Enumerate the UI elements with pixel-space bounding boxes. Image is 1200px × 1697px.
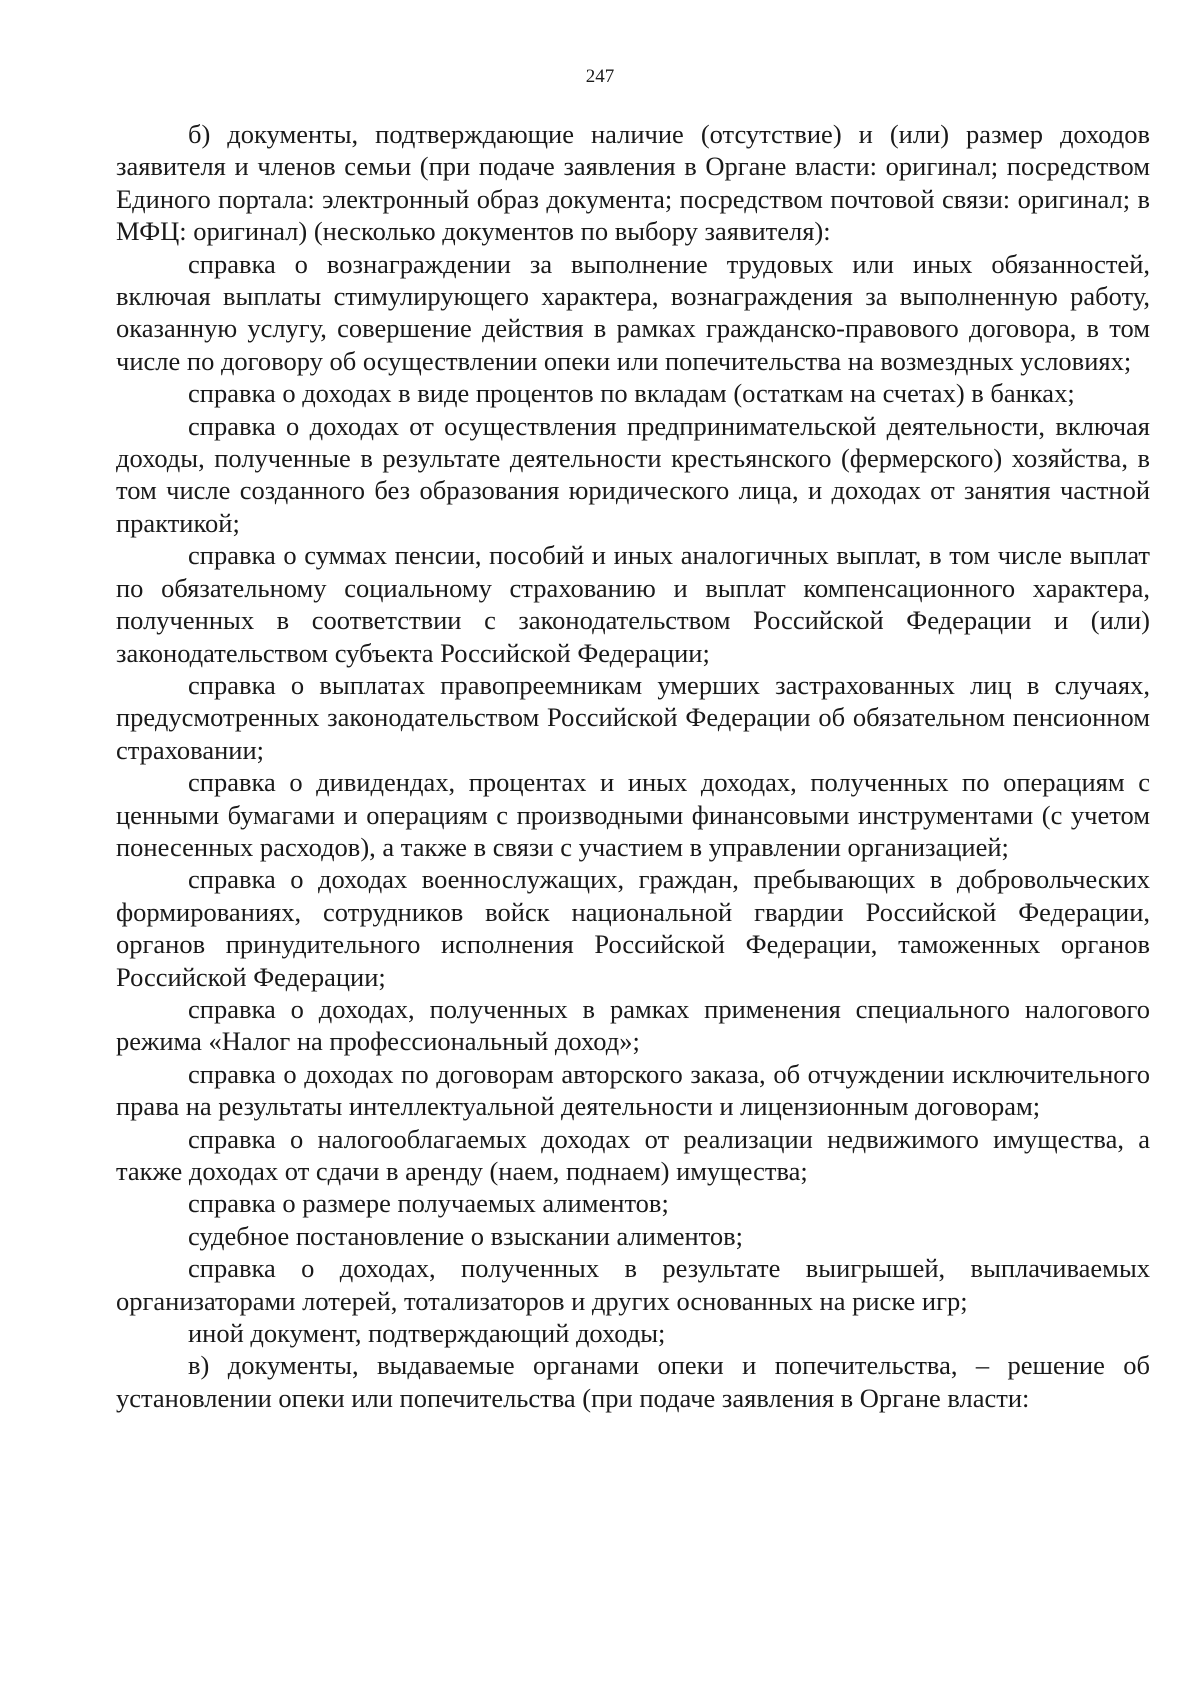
paragraph-self-employed-tax-certificate: справка о доходах, полученных в рамках применения специального налогового режима «Налог на профессиональный доход»; <box>116 993 1150 1057</box>
paragraph-lottery-winnings-certificate: справка о доходах, полученных в результате выигрышей, выплачиваемых организаторами лотерей, тотализаторов и других основанных на риске игр; <box>116 1253 1150 1316</box>
paragraph-successor-payments-certificate: справка о выплатах правопреемникам умерших застрахованных лиц в случаях, предусмотренных законодательством Российской Федерации об обязательном пенсионном страховании; <box>116 669 1150 765</box>
paragraph-alimony-court-order: судебное постановление о взыскании алиментов; <box>188 1220 744 1251</box>
paragraph-copyright-income-certificate: справка о доходах по договорам авторского заказа, об отчуждении исключительного права на результаты интеллектуальной деятельности и лицензионным договорам; <box>116 1058 1150 1122</box>
paragraph-b-income-documents: б) документы, подтверждающие наличие (отсутствие) и (или) размер доходов заявителя и членов семьи (при подаче заявления в Органе власти: оригинал; посредством Единого портала: электронный образ документа; посредством почтовой связи: оригинал; в МФЦ: оригинал) (несколько документов по выбору заявителя): <box>116 119 1150 247</box>
paragraph-v-guardianship-documents: в) документы, выдаваемые органами опеки и попечительства, – решение об установлении опеки или попечительства (при подаче заявления в Органе власти: <box>116 1350 1150 1413</box>
paragraph-remuneration-certificate: справка о вознаграждении за выполнение трудовых или иных обязанностей, включая выплаты стимулирующего характера, вознаграждения за выполненную работу, оказанную услугу, совершение действия в рамках гражданско-правового договора, в том числе по договору об осуществлении опеки или попечительства на возмездных условиях; <box>116 248 1150 376</box>
paragraph-alimony-amount-certificate: справка о размере получаемых алиментов; <box>188 1188 669 1219</box>
paragraph-bank-interest-certificate: справка о доходах в виде процентов по вкладам (остаткам на счетах) в банках; <box>188 378 1075 409</box>
page-number: 247 <box>585 66 615 87</box>
paragraph-other-income-document: иной документ, подтверждающий доходы; <box>188 1318 666 1349</box>
document-body <box>116 118 1150 1414</box>
paragraph-dividends-certificate: справка о дивидендах, процентах и иных доходах, полученных по операциям с ценными бумагами и операциям с производными финансовыми инструментами (с учетом понесенных расходов), а также в связи с участием в управлении организацией; <box>116 767 1150 862</box>
paragraph-military-income-certificate: справка о доходах военнослужащих, граждан, пребывающих в добровольческих формированиях, сотрудников войск национальной гвардии Российской Федерации, органов принудительного исполнения Российской Федерации, таможенных органов Российской Федерации; <box>116 864 1150 992</box>
paragraph-business-income-certificate: справка о доходах от осуществления предпринимательской деятельности, включая доходы, полученные в результате деятельности крестьянского (фермерского) хозяйства, в том числе созданного без образования юридического лица, и доходах от занятия частной практикой; <box>116 410 1150 538</box>
paragraph-real-estate-income-certificate: справка о налогооблагаемых доходах от реализации недвижимого имущества, а также доходах от сдачи в аренду (наем, поднаем) имущества; <box>116 1123 1150 1186</box>
paragraph-pension-certificate: справка о суммах пенсии, пособий и иных аналогичных выплат, в том числе выплат по обязательному социальному страхованию и выплат компенсационного характера, полученных в соответствии с законодательством Российской Федерации и (или) законодательством субъекта Российской Федерации; <box>116 540 1150 668</box>
